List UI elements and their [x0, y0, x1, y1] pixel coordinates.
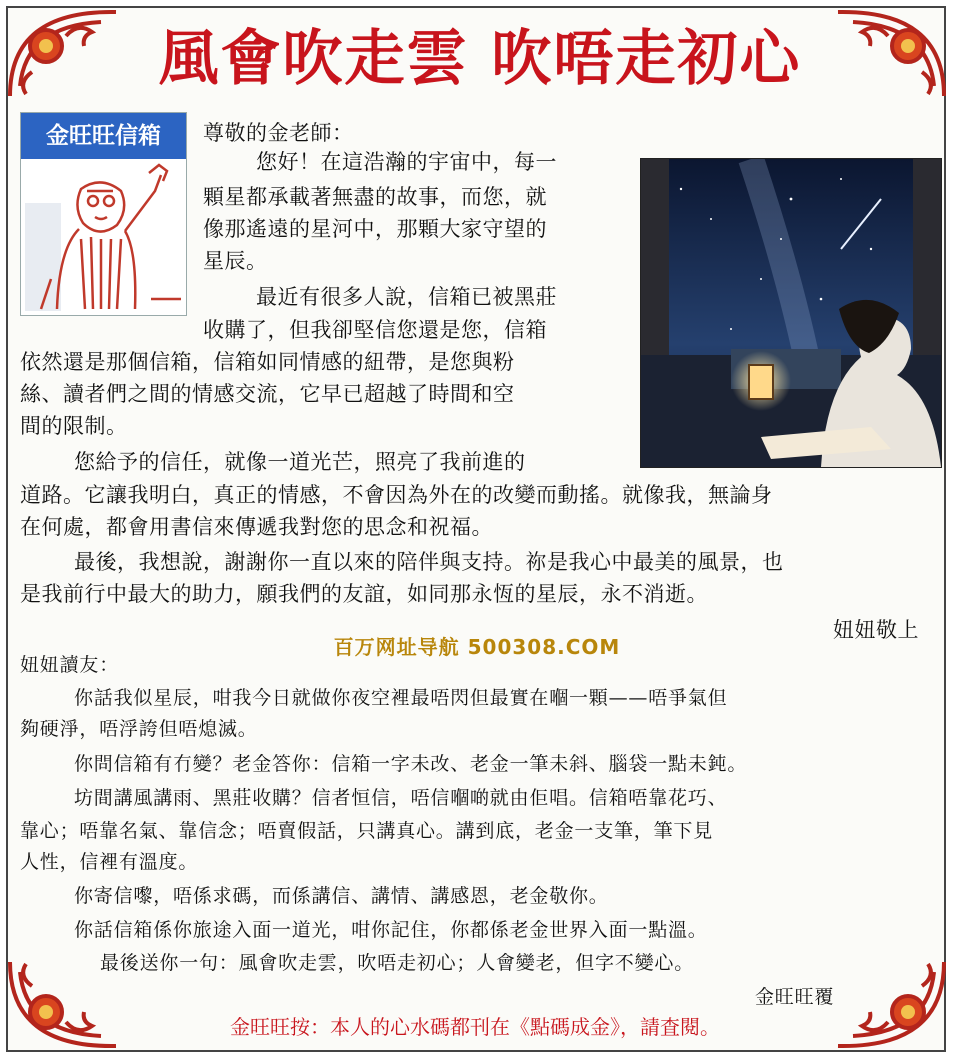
- letter-greeting: 尊敬的金老師：: [203, 121, 354, 145]
- letter-line: 您好！在這浩瀚的宇宙中，每一: [256, 150, 557, 174]
- letter-line: 收購了，但我卻堅信您還是您，信箱: [203, 318, 547, 342]
- letter-line: 最後，我想說，謝謝你一直以來的陪伴與支持。祢是我心中最美的風景，也: [74, 550, 784, 574]
- corner-ornament-top-right: [828, 6, 948, 101]
- night-sky-writing-photo: [640, 158, 942, 468]
- reply-line: 人性，信裡有溫度。: [20, 851, 199, 873]
- letter-line: 是我前行中最大的助力，願我們的友誼，如同那永恆的星辰，永不消逝。: [20, 582, 708, 606]
- reply-line: 靠心；唔靠名氣、靠信念；唔賣假話，只講真心。講到底，老金一支筆，筆下見: [20, 820, 714, 842]
- letter-signature: 妞妞敬上: [833, 618, 919, 642]
- reply-line: 你問信箱有冇變？老金答你：信箱一字未改、老金一筆未斜、腦袋一點未鈍。: [74, 753, 748, 775]
- letter-line: 顆星都承載著無盡的故事，而您，就: [203, 185, 547, 209]
- letter-line: 像那遙遠的星河中，那顆大家守望的: [203, 217, 547, 241]
- reply-greeting: 妞妞讀友：: [20, 654, 120, 676]
- reply-line: 你寄信嚟，唔係求碼，而係講信、講情、講感恩，老金敬你。: [74, 885, 609, 907]
- letter-line: 您給予的信任，就像一道光芒，照亮了我前進的: [74, 450, 526, 474]
- column-name: 金旺旺信箱: [21, 113, 186, 159]
- letter-line: 星辰。: [203, 249, 268, 273]
- reply-line: 坊間講風講雨、黑莊收購？信者恒信，唔信嗰啲就由佢唱。信箱唔靠花巧、: [74, 787, 728, 809]
- reply-line: 夠硬淨，唔浮誇但唔熄滅。: [20, 718, 258, 740]
- reply-signature: 金旺旺覆: [755, 986, 835, 1008]
- headline: 風會吹走雲 吹唔走初心: [158, 24, 802, 94]
- letter-line: 間的限制。: [20, 414, 128, 438]
- footer-note: 金旺旺按：本人的心水碼都刊在《點碼成金》，請査閱。: [230, 1015, 720, 1039]
- corner-ornament-bottom-right: [828, 957, 948, 1052]
- site-watermark: 百万网址导航 500308.COM: [333, 635, 621, 659]
- letter-line: 在何處，都會用書信來傳遞我對您的思念和祝福。: [20, 515, 493, 539]
- reply-line: 最後送你一句：風會吹走雲，吹唔走初心；人會變老，但字不變心。: [100, 952, 695, 974]
- teacher-cartoon-illustration: [21, 159, 186, 315]
- letter-line: 依然還是那個信箱，信箱如同情感的紐帶，是您與粉: [20, 350, 515, 374]
- reply-line: 你話信箱係你旅途入面一道光，咁你記住，你都係老金世界入面一點溫。: [74, 919, 708, 941]
- letter-line: 絲、讀者們之間的情感交流，它早已超越了時間和空: [20, 382, 515, 406]
- corner-ornament-top-left: [6, 6, 126, 101]
- letter-line: 道路。它讓我明白，真正的情感，不會因為外在的改變而動搖。就像我，無論身: [20, 483, 773, 507]
- column-logo: [20, 112, 187, 316]
- letter-line: 最近有很多人說，信箱已被黑莊: [256, 285, 557, 309]
- reply-line: 你話我似星辰，咁我今日就做你夜空裡最唔閃但最實在嗰一顆——唔爭氣但: [74, 687, 728, 709]
